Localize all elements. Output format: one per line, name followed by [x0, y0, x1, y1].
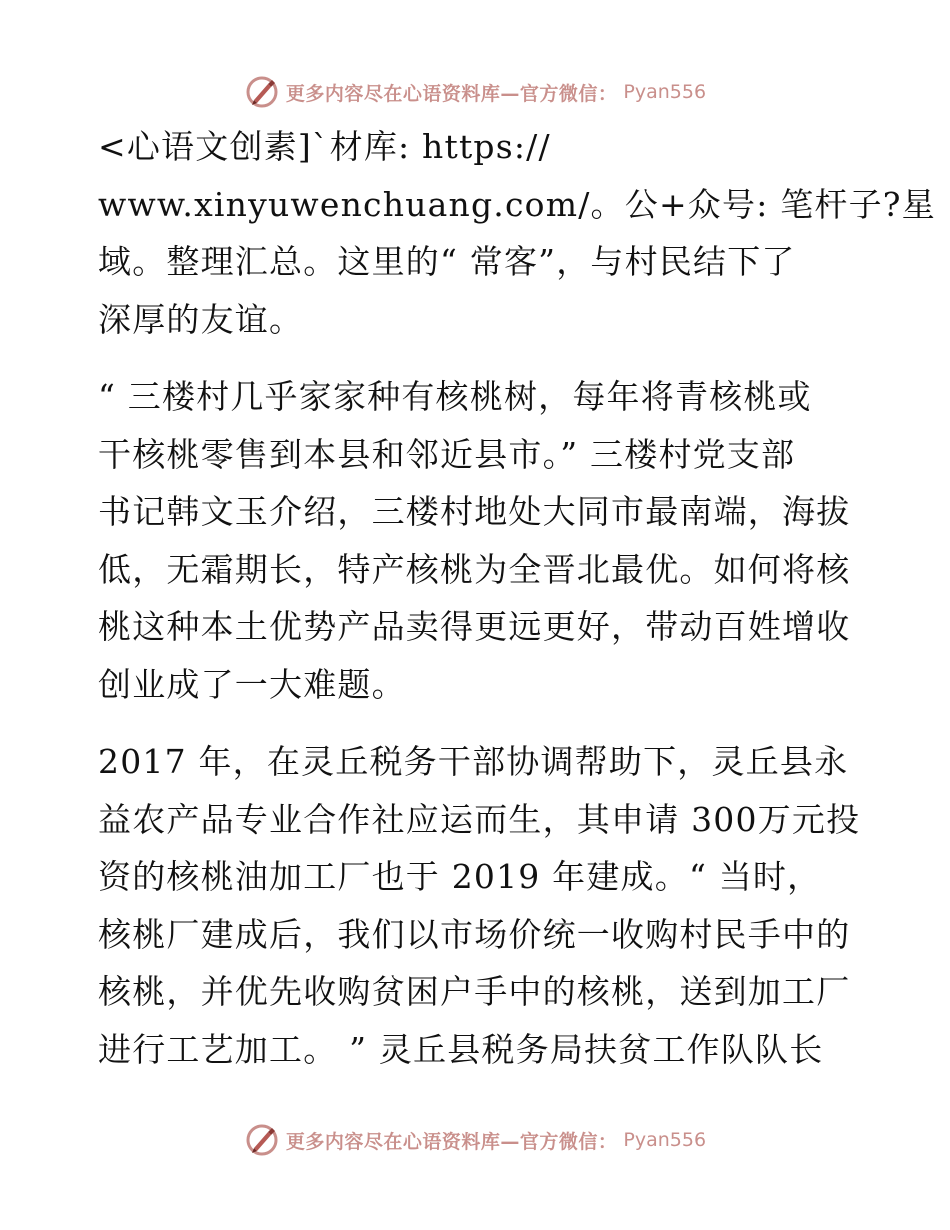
footer-banner	[0, 1120, 950, 1160]
document-body	[98, 118, 936, 1078]
paragraph-3	[98, 733, 861, 1078]
text-line: 书记韩文玉介绍，三楼村地处大同市最南端，海拔	[98, 492, 851, 531]
text-line: 桃这种本土优势产品卖得更远更好，带动百姓增收	[98, 607, 851, 646]
text-line: 创业成了一大难题。	[98, 664, 406, 704]
text-line: 2017 年，在灵丘税务干部协调帮助下，灵丘县永	[98, 742, 849, 781]
text-line: 低，无霜期长，特产核桃为全晋北最优。如何将核	[98, 549, 851, 589]
text-line: 域。整理汇总。这里的“ 常客”，与村民结下了	[98, 242, 796, 281]
text-line: “ 三楼村几乎家家种有核桃树，每年将青核桃或	[98, 377, 812, 416]
header-wechat-id: Pyan556	[623, 81, 707, 103]
text-line: 益农产品专业合作社应运而生，其申请 300万元投	[98, 799, 861, 839]
text-line: 干核桃零售到本县和邻近县市。” 三楼村党支部	[98, 434, 796, 474]
header-banner	[0, 72, 950, 112]
text-line: 核桃，并优先收购贫困户手中的核桃，送到加工厂	[98, 972, 851, 1011]
text-line: <心语文创素]`材库: https://	[98, 127, 551, 166]
footer-banner-text: 更多内容尽在心语资料库—官方微信：	[285, 1130, 618, 1153]
paragraph-1	[98, 118, 936, 348]
paragraph-2	[98, 368, 858, 713]
pen-logo-icon	[244, 1122, 280, 1158]
text-line: 进行工艺加工。 ” 灵丘县税务局扶贫工作队队长	[98, 1029, 824, 1069]
text-line: 核桃厂建成后，我们以市场价统一收购村民手中的	[98, 914, 851, 954]
footer-wechat-id: Pyan556	[623, 1129, 707, 1151]
header-banner-text: 更多内容尽在心语资料库—官方微信：	[285, 82, 618, 105]
pen-logo-icon	[244, 74, 280, 110]
text-line: 深厚的友谊。	[98, 299, 304, 339]
text-line: 资的核桃油加工厂也于 2019 年建成。“ 当时，	[98, 857, 822, 896]
text-line: www.xinyuwenchuang.com/。公+众号: 笔杆子?星	[98, 184, 936, 224]
